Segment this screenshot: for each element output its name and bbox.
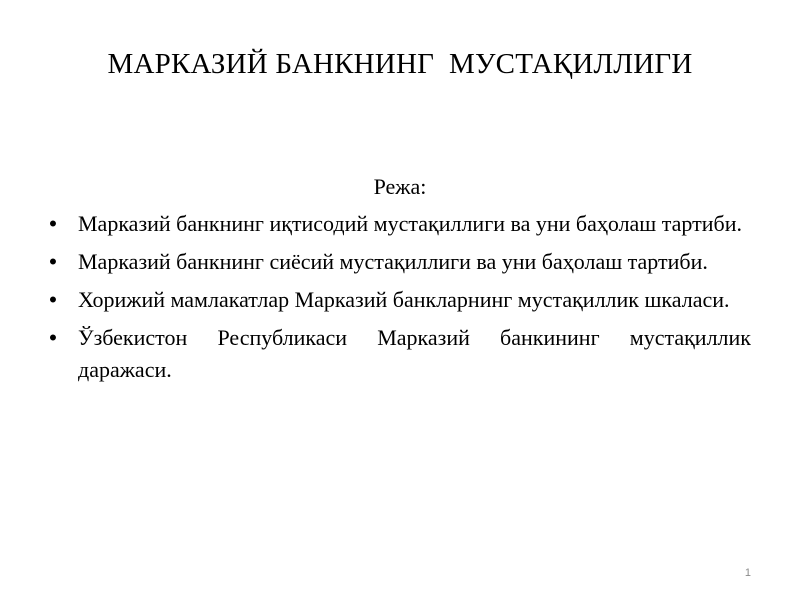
bullet-item xyxy=(49,246,751,278)
bullet-text: Марказий банкнинг сиёсий мустақиллиги ва уни баҳолаш тартиби. xyxy=(78,249,708,274)
bullet-item xyxy=(49,284,751,316)
bullet-icon: • xyxy=(49,249,57,274)
bullet-item xyxy=(49,322,751,386)
bullet-text: Марказий банкнинг иқтисодий мустақиллиги ва уни баҳолаш тартиби. xyxy=(78,211,742,236)
bullet-text: Ўзбекистон Республикаси Марказий банкининг мустақиллик даражаси. xyxy=(78,325,751,382)
bullet-text: Хорижий мамлакатлар Марказий банкларнинг мустақиллик шкаласи. xyxy=(78,287,730,312)
slide-title: МАРКАЗИЙ БАНКНИНГ МУСТАҚИЛЛИГИ xyxy=(107,48,693,80)
page-number: 1 xyxy=(744,567,751,579)
bullet-item xyxy=(49,208,751,240)
slide-subtitle: Режа: xyxy=(373,174,427,199)
bullet-list xyxy=(49,208,751,392)
bullet-icon: • xyxy=(49,325,57,350)
bullet-icon: • xyxy=(49,211,57,236)
bullet-icon: • xyxy=(49,287,57,312)
